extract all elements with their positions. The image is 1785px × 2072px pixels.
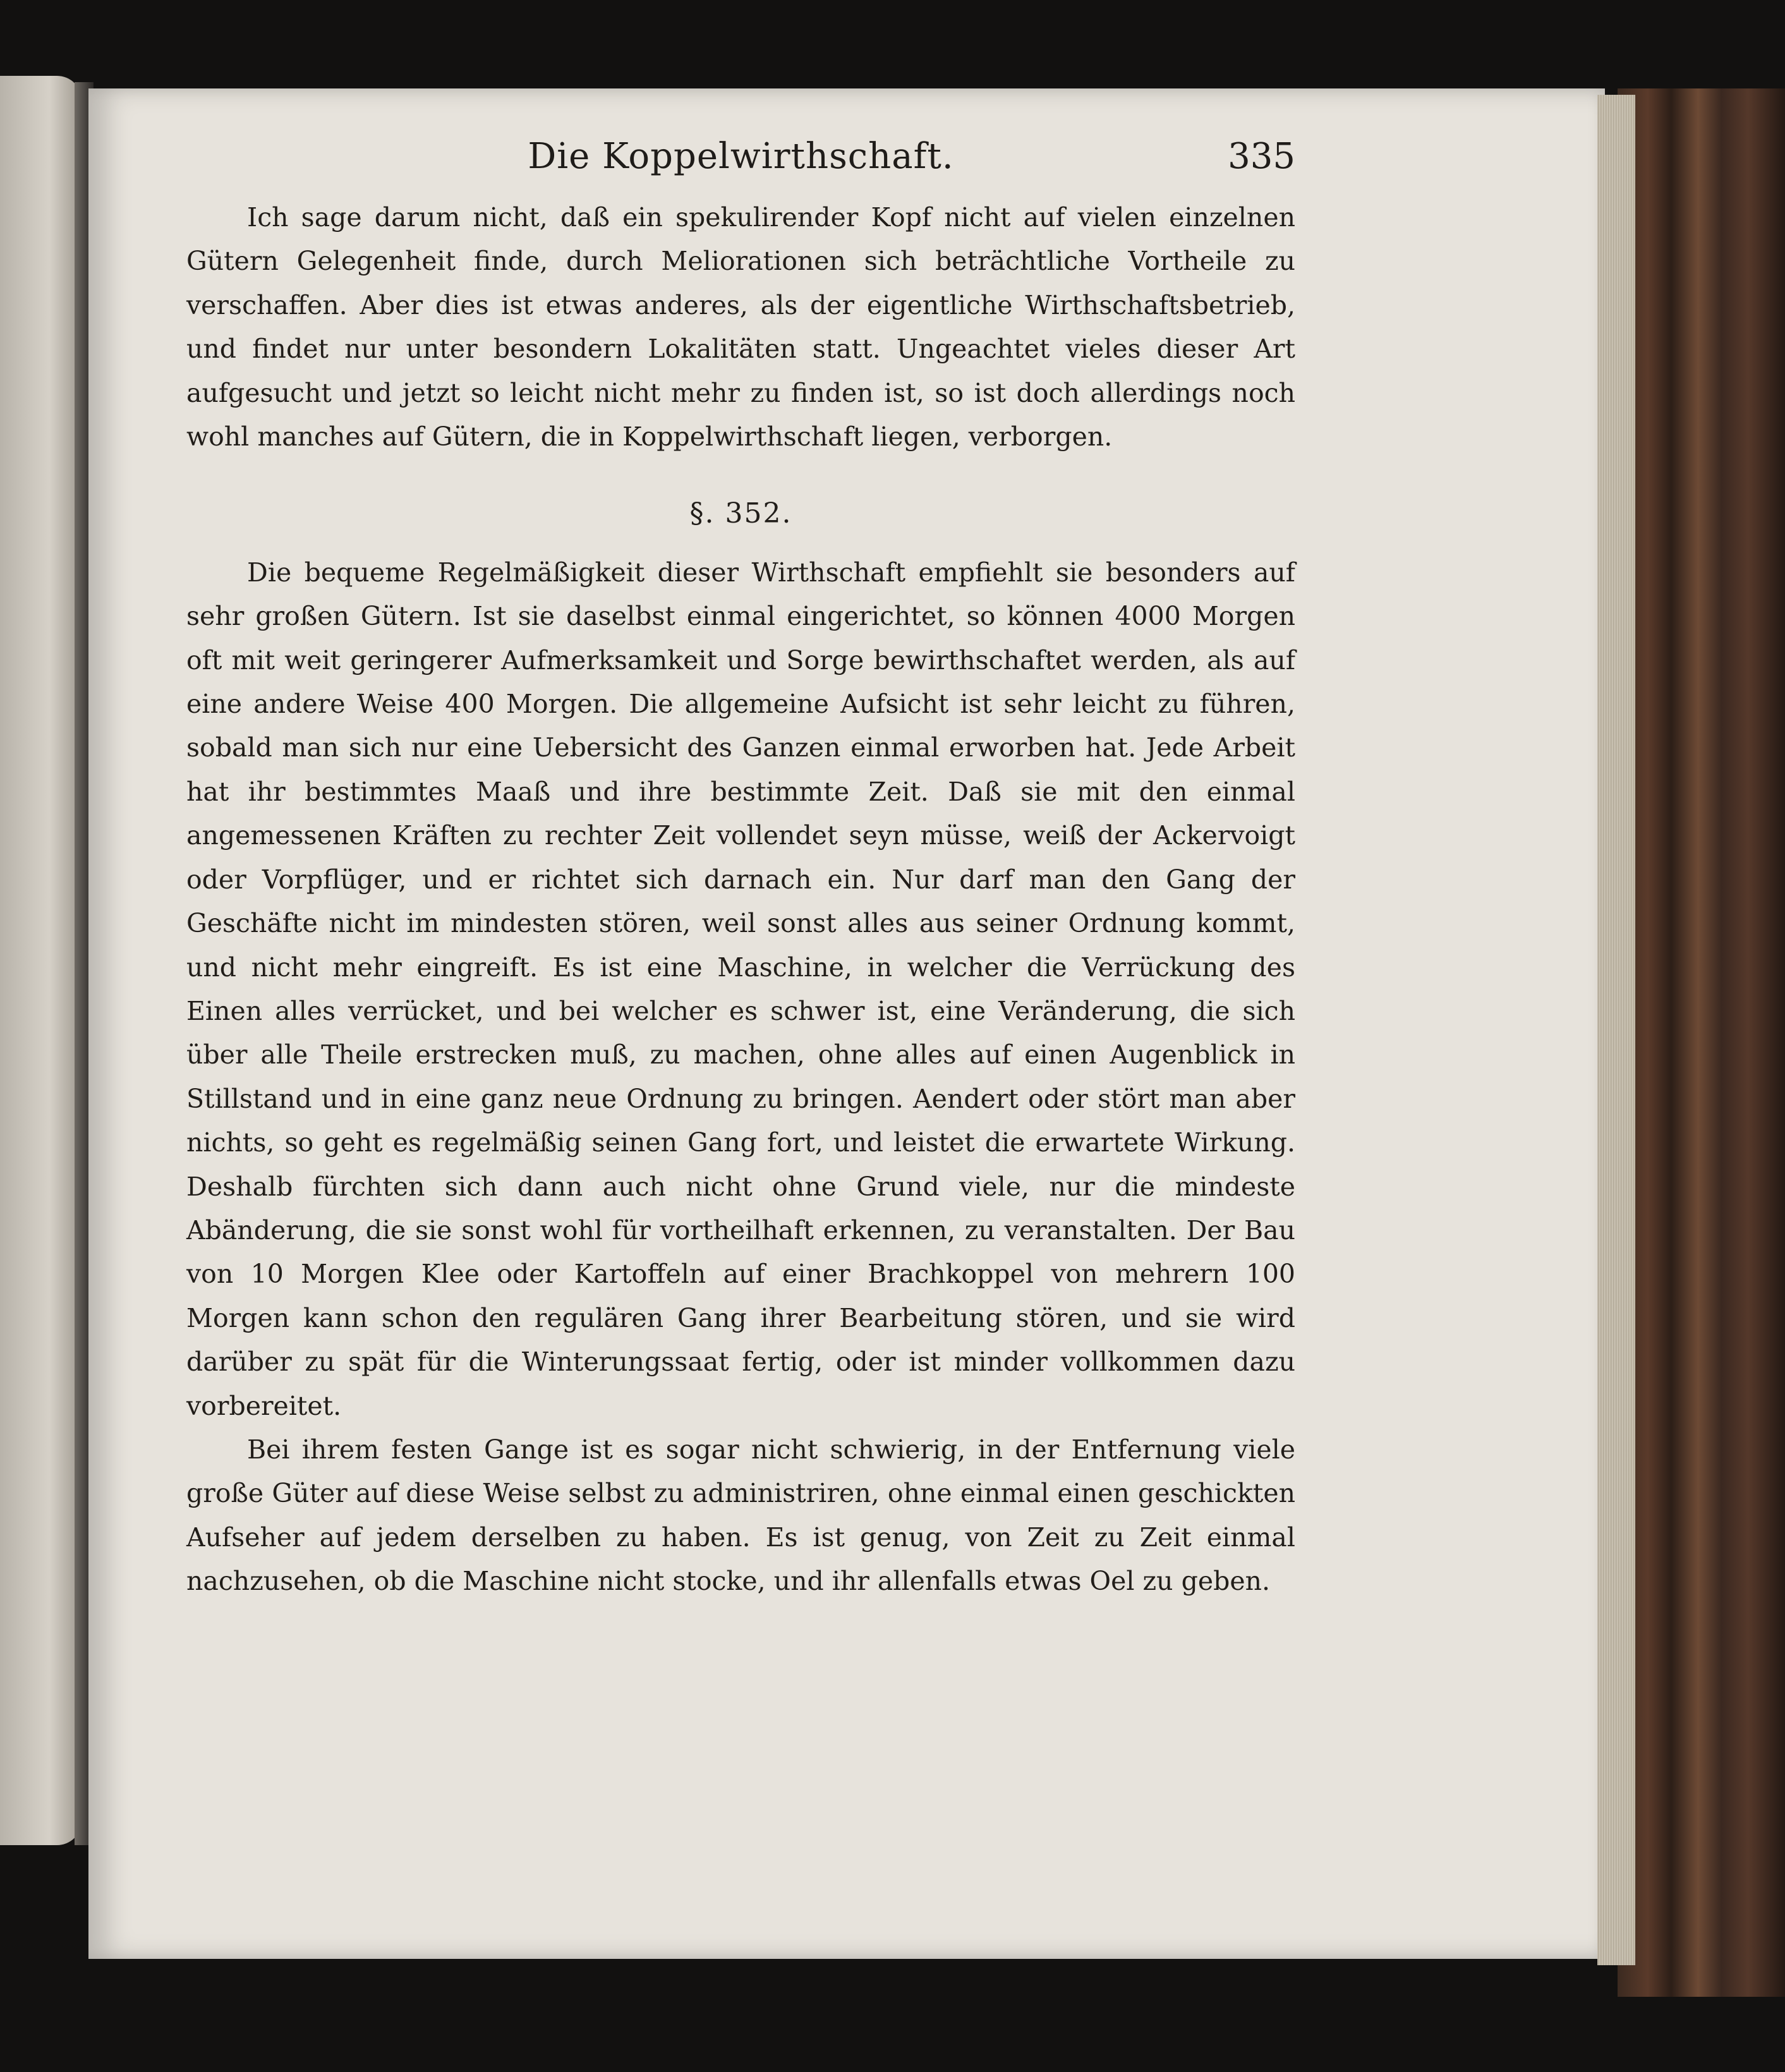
running-title: Die Koppelwirthschaft. [528, 136, 954, 177]
book-cover-edge [1618, 88, 1785, 1997]
section-heading: §. 352. [689, 497, 792, 530]
page-header [186, 136, 1295, 193]
page-number: 335 [1228, 136, 1295, 177]
paragraph-3: Bei ihrem festen Gange ist es sogar nicht schwierig, in der Entfernung viele große Güter auf diese Weise selbst zu administriren, ohne einmal einen geschickten Aufseher auf jedem derselben zu haben. Es ist genug, von Zeit zu Zeit einmal nachzusehen, ob die Maschine nicht stocke, und ihr allenfalls etwas Oel zu geben. [186, 1434, 1295, 1597]
page-stack-edge [1597, 95, 1635, 1965]
paragraph-2: Die bequeme Regelmäßigkeit dieser Wirthschaft empfiehlt sie besonders auf sehr großen Gütern. Ist sie daselbst einmal eingerichtet, so können 4000 Morgen oft mit weit geringerer Aufmerksamkeit und Sorge bewirthschaftet werden, als auf eine andere Weise 400 Morgen. Die allgemeine Aufsicht ist sehr leicht zu führen, sobald man sich nur eine Uebersicht des Ganzen einmal erworben hat. Jede Arbeit hat ihr bestimmtes Maaß und ihre bestimmte Zeit. Daß sie mit den einmal angemessenen Kräften zu rechter Zeit vollendet seyn müsse, weiß der Ackervoigt oder Vorpflüger, und er richtet sich darnach ein. Nur darf man den Gang der Geschäfte nicht im mindesten stören, weil sonst alles aus seiner Ordnung kommt, und nicht mehr eingreift. Es ist eine Maschine, in welcher die Verrückung des Einen alles verrücket, und bei welcher es schwer ist, eine Veränderung, die sich über alle Theile erstrecken muß, zu machen, ohne alles auf einen Augenblick in Stillstand und in eine ganz neue Ordnung zu bringen. Aendert oder stört man aber nichts, so geht es regelmäßig seinen Gang fort, und leistet die erwartete Wirkung. Deshalb fürchten sich dann auch nicht ohne Grund viele, nur die mindeste Abänderung, die sie sonst wohl für vortheilhaft erkennen, zu veranstalten. Der Bau von 10 Morgen Klee oder Kartoffeln auf einer Brachkoppel von mehrern 100 Morgen kann schon den regulären Gang ihrer Bearbeitung stören, und sie wird darüber zu spät für die Winterungssaat fertig, oder ist minder vollkommen dazu vorbereitet. [186, 557, 1295, 1421]
text-block [186, 196, 1295, 1604]
paragraph-1: Ich sage darum nicht, daß ein spekulirender Kopf nicht auf vielen einzelnen Gütern Gelegenheit finde, durch Meliorationen sich beträchtliche Vortheile zu verschaffen. Aber dies ist etwas anderes, als der eigentliche Wirthschaftsbetrieb, und findet nur unter besondern Lokalitäten statt. Ungeachtet vieles dieser Art aufgesucht und jetzt so leicht nicht mehr zu finden ist, so ist doch allerdings noch wohl manches auf Gütern, die in Koppelwirthschaft liegen, verborgen. [186, 202, 1295, 452]
left-page-edge [0, 76, 82, 1845]
